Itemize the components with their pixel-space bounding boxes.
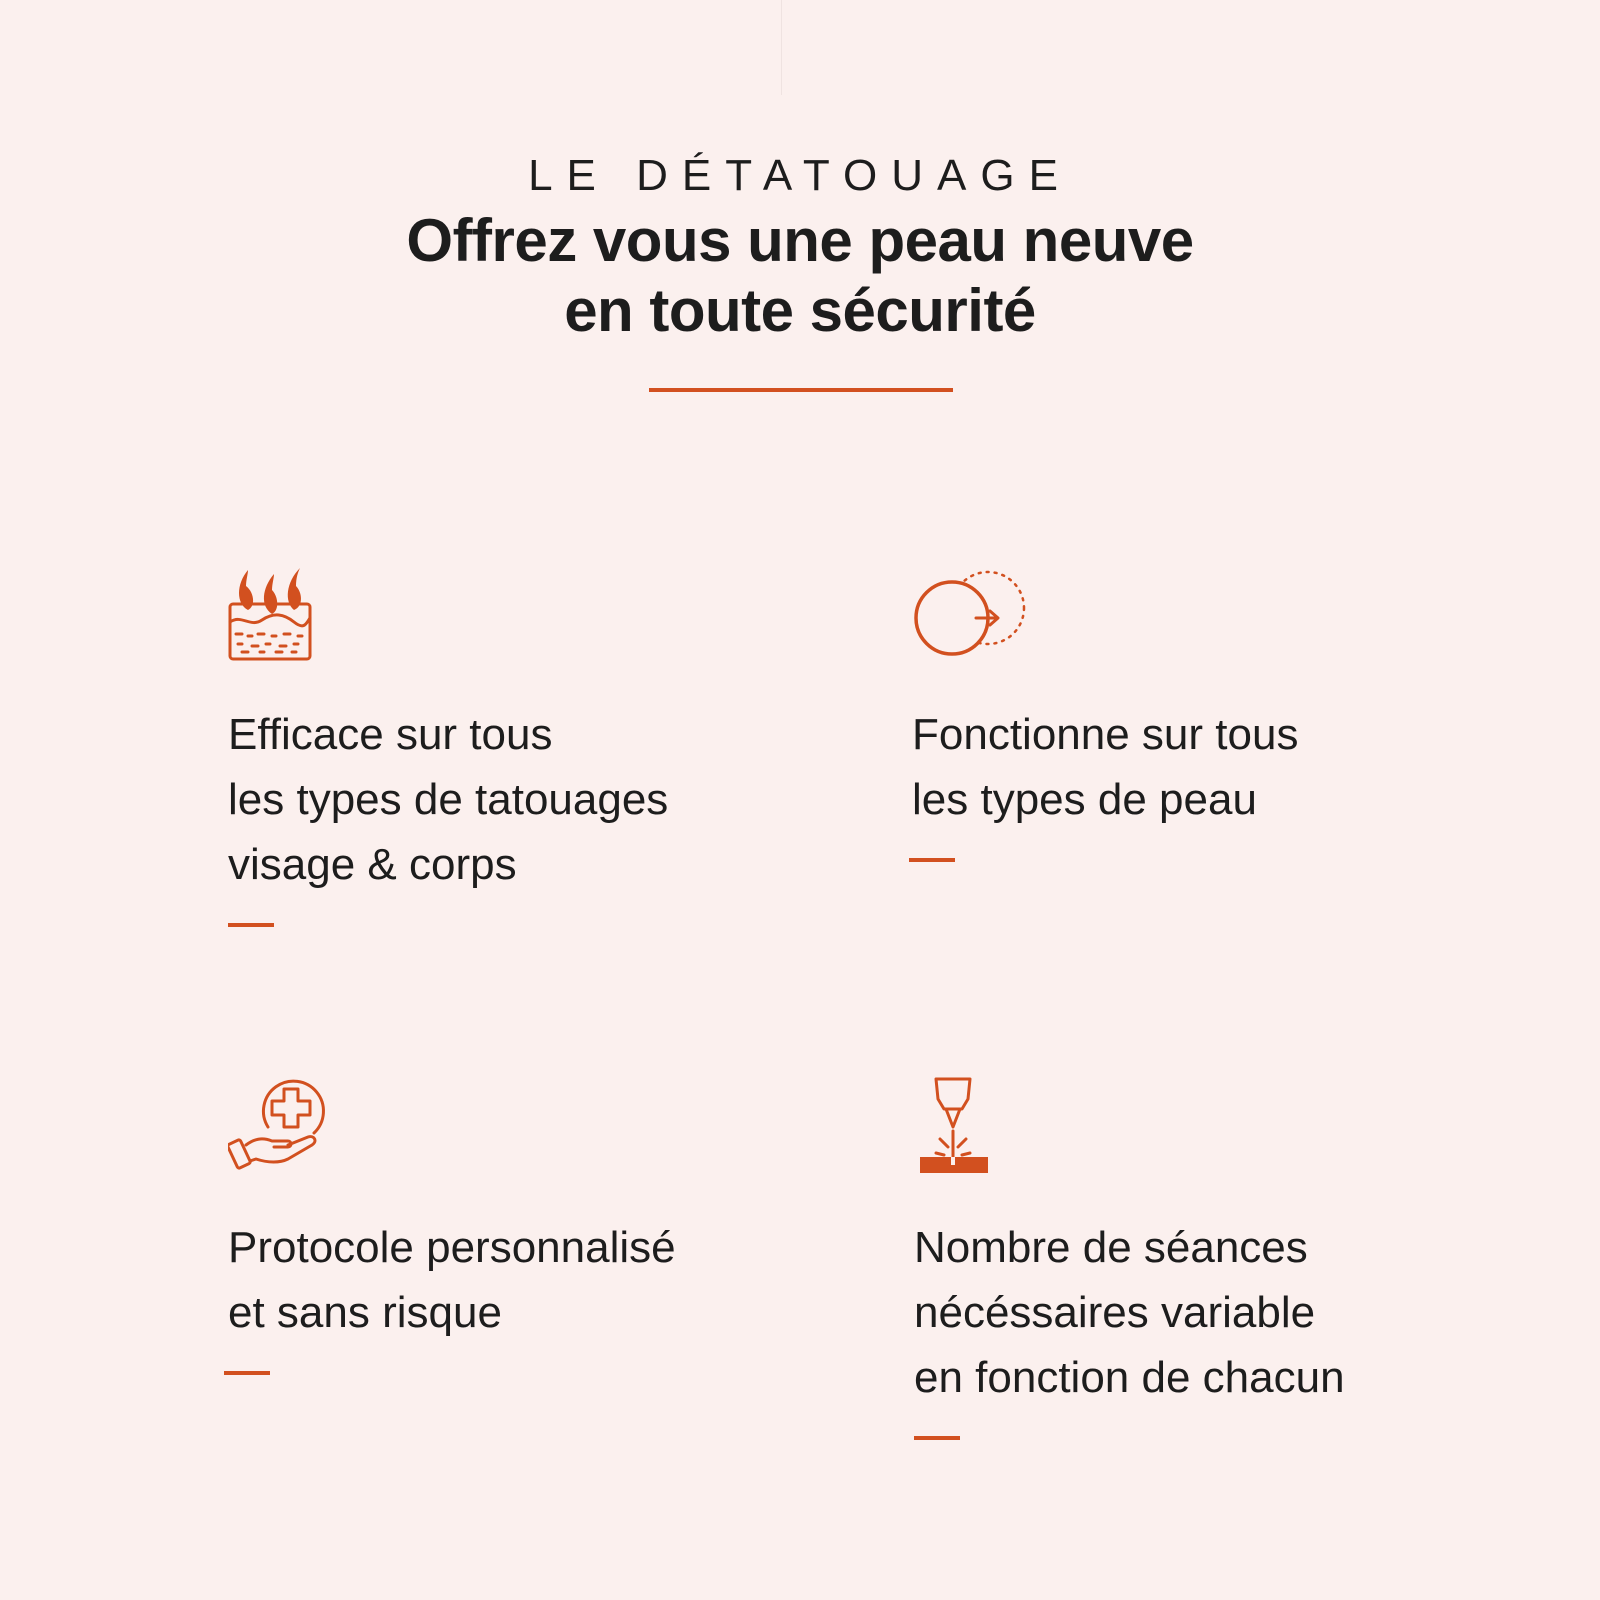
feature-tattoo-types — [228, 566, 668, 927]
page-title-line-1: Offrez vous une peau neuve — [406, 207, 1194, 274]
feature-dash — [224, 1371, 270, 1375]
feature-dash — [909, 858, 955, 862]
feature-line: en fonction de chacun — [914, 1353, 1345, 1402]
title-underline — [649, 388, 953, 392]
section-kicker: LE DÉTATOUAGE — [528, 151, 1072, 200]
feature-dash — [914, 1436, 960, 1440]
feature-line: et sans risque — [228, 1288, 502, 1337]
page-title — [0, 206, 1600, 346]
feature-protocol — [228, 1075, 676, 1375]
feature-skin-types — [912, 566, 1298, 862]
feature-sessions — [914, 1075, 1345, 1440]
feature-line: visage & corps — [228, 840, 517, 889]
skin-layers-icon — [228, 566, 314, 662]
feature-text — [914, 1215, 1345, 1410]
feature-line: Efficace sur tous — [228, 710, 553, 759]
hand-medical-cross-icon — [228, 1075, 328, 1175]
feature-line: Nombre de séances — [914, 1223, 1308, 1272]
feature-line: nécéssaires variable — [914, 1288, 1316, 1337]
top-divider — [781, 0, 782, 95]
feature-line: les types de peau — [912, 775, 1257, 824]
feature-line: Protocole personnalisé — [228, 1223, 676, 1272]
feature-text — [228, 702, 668, 897]
page-title-line-2: en toute sécurité — [564, 277, 1036, 344]
feature-text — [228, 1215, 676, 1345]
feature-text — [912, 702, 1298, 832]
circle-arrow-icon — [912, 566, 1028, 662]
feature-line: les types de tatouages — [228, 775, 669, 824]
feature-dash — [228, 923, 274, 927]
feature-line: Fonctionne sur tous — [912, 710, 1299, 759]
laser-icon — [914, 1075, 1004, 1175]
